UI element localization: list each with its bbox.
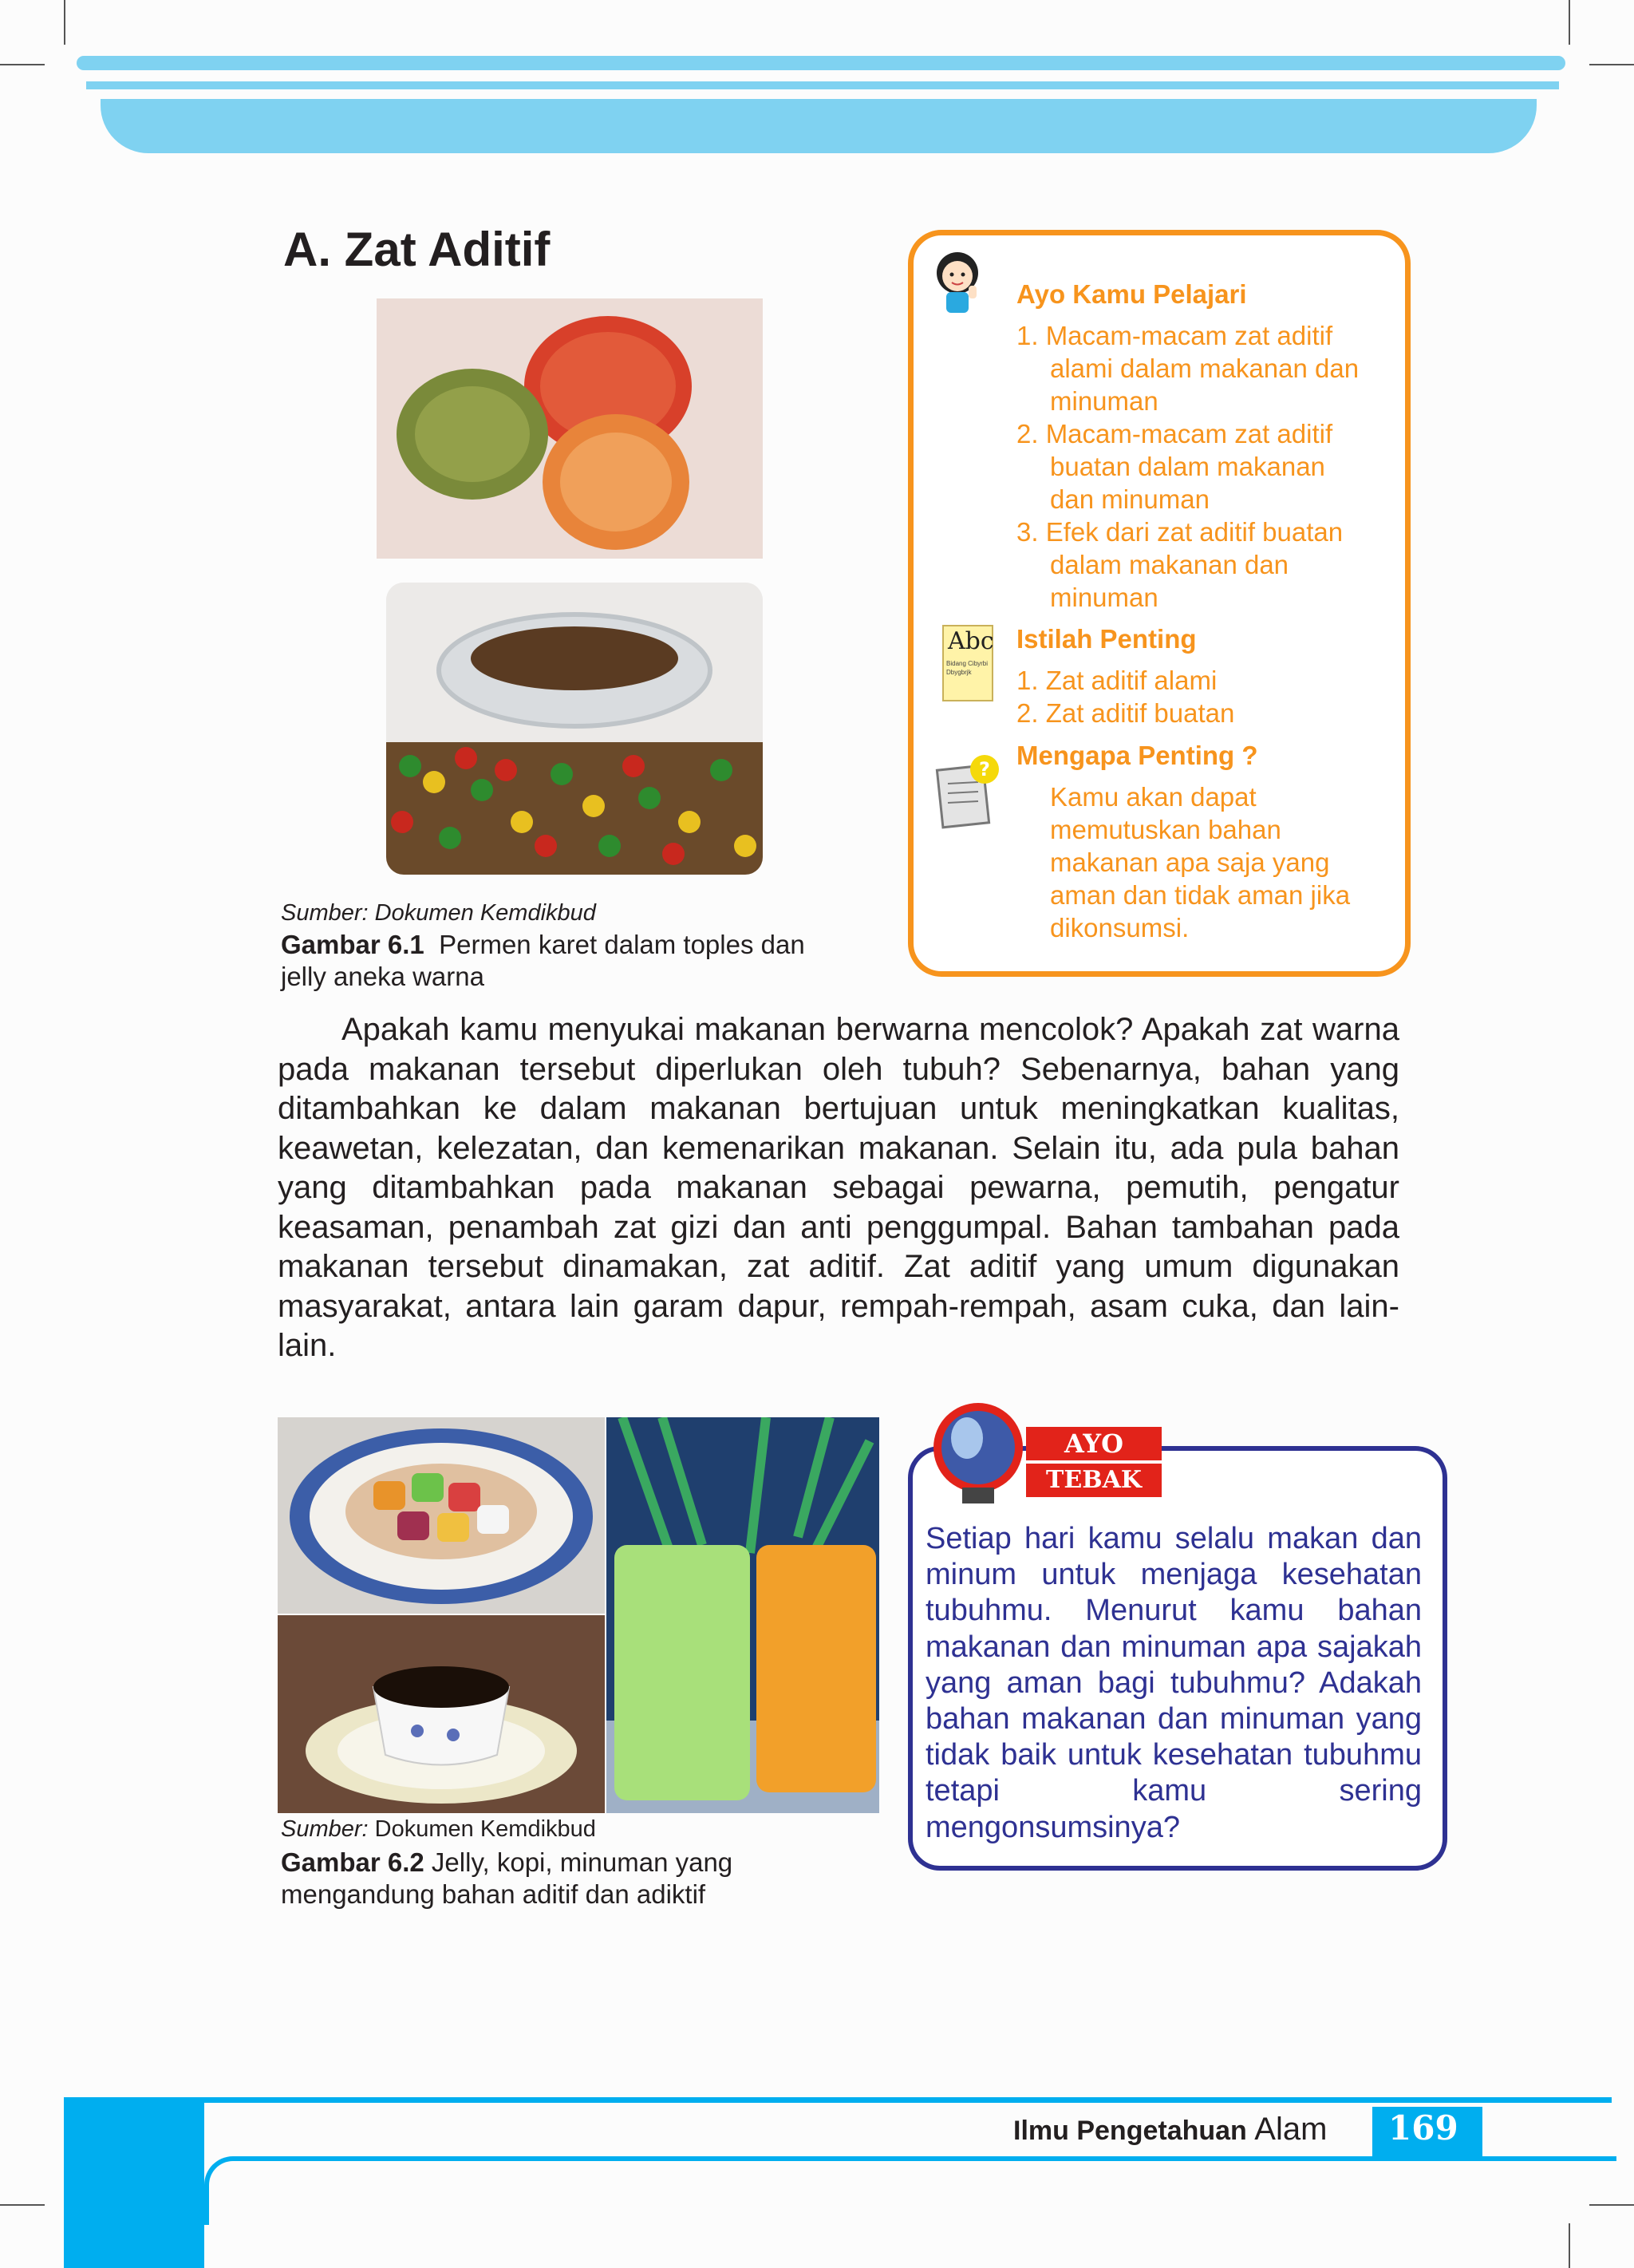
figure1-label: Gambar 6.1 [281,930,424,959]
why-line: makanan apa saja yang [1050,848,1330,877]
figure1-source: Sumber: Dokumen Kemdikbud [281,900,596,926]
learn-item: alami dalam makanan dan [1050,354,1360,383]
crop-mark [1589,64,1634,65]
abc-icon-sub: Bidang Cibyrbi Dbygbrjk [946,660,989,676]
terms-list [1016,664,1383,729]
footer-subject [1013,2112,1327,2147]
why-line: memutuskan bahan [1050,815,1281,844]
footer-band [64,2097,204,2268]
jelly-plate-photo [278,1417,605,1614]
why-line: dikonsumsi. [1050,913,1190,942]
footer-subject-emph: Alam [1254,2112,1328,2147]
abc-note-icon [940,624,996,704]
page-number: 169 [1388,2108,1458,2147]
learn-item: dalam makanan dan [1050,550,1289,579]
crop-mark [1569,0,1570,45]
terms-heading: Istilah Penting [1016,624,1197,654]
footer-curve [204,2156,1616,2225]
why-line: aman dan tidak aman jika [1050,880,1351,910]
body-paragraph-text: Apakah kamu menyukai makanan berwarna mencolok? Apakah zat warna pada makanan tersebut diperlukan oleh tubuh? Sebenarnya, bahan yang ditambahkan ke dalam makanan bertujuan untuk meningkatkan kualitas, keawetan, kelezatan, dan kemenarikan makanan. Selain itu, ada pula bahan yang ditambahkan pada makanan sebagai pewarna, pemutih, pengatur keasaman, penambah zat gizi dan anti penggumpal. Bahan tambahan pada makanan tersebut dinamakan, zat aditif. Zat aditif yang umum digunakan masyarakat, antara lain garam dapur, rempah-rempah, asam cuka, dan lain-lain. [278,1012,1399,1363]
learn-item: minuman [1050,386,1158,416]
figure2-source-text: Dokumen Kemdikbud [368,1816,596,1842]
tebak-badge-text: TEBAK [1046,1466,1142,1494]
ayo-badge-text: AYO [1064,1428,1123,1459]
figure2-caption-line1: Jelly, kopi, minuman yang [424,1847,733,1877]
why-text [1050,780,1393,944]
crop-mark [0,2204,45,2206]
term-item: 1. Zat aditif alami [1016,666,1218,695]
learn-item: buatan dalam makanan [1050,452,1325,481]
jelly-candy-photo [386,583,763,875]
footer-subject-prefix: Ilmu Pengetahuan [1013,2116,1255,2146]
tebak-badge [1026,1464,1162,1497]
why-line: Kamu akan dapat [1050,782,1257,812]
lightbulb-icon [921,1398,1040,1510]
svg-text:?: ? [979,758,990,780]
learn-item: minuman [1050,583,1158,612]
term-item: 2. Zat aditif buatan [1016,698,1235,728]
coffee-cup-photo [278,1615,605,1813]
learn-list [1016,319,1391,614]
learn-item: 2. Macam-macam zat aditif [1016,419,1333,448]
learn-item: dan minuman [1050,484,1210,514]
chewing-gum-photo [377,298,763,559]
crop-mark [64,0,65,45]
question-note-icon [935,750,1004,830]
figure2-caption-line2: mengandung bahan aditif dan adiktif [281,1879,706,1909]
figure1-caption [281,929,839,993]
figure2-label: Gambar 6.2 [281,1847,424,1877]
header-stripe [86,81,1559,89]
ayo-badge [1026,1427,1162,1460]
learn-item: 3. Efek dari zat aditif buatan [1016,517,1344,547]
learn-item: 1. Macam-macam zat aditif [1016,321,1333,350]
figure1-caption-text: Permen karet dalam toples dan jelly aneka warna [281,930,805,991]
colored-drinks-photo [606,1417,879,1813]
section-title: A. Zat Aditif [283,223,551,276]
crop-mark [1569,2223,1570,2268]
guess-text: Setiap hari kamu selalu makan dan minum untuk menjaga kesehatan tubuhmu. Menurut kamu bahan makanan dan minuman apa sajakah yang aman bagi tubuhmu? Adakah bahan makanan dan minuman yang tidak baik untuk kesehatan tubuhmu tetapi kamu sering mengonsumsinya? [926,1522,1422,1844]
girl-icon [926,246,989,318]
body-paragraph [278,1010,1399,1366]
figure2-caption [281,1847,887,1910]
abc-icon-text: Abc [948,627,994,655]
crop-mark [0,64,45,65]
header-stripe [77,56,1565,70]
figure2-source [281,1816,596,1843]
why-heading: Mengapa Penting ? [1016,741,1258,770]
header-band [101,99,1537,153]
footer-line [204,2097,1612,2103]
figure2-source-label: Sumber: [281,1816,369,1842]
learn-heading: Ayo Kamu Pelajari [1016,279,1247,309]
